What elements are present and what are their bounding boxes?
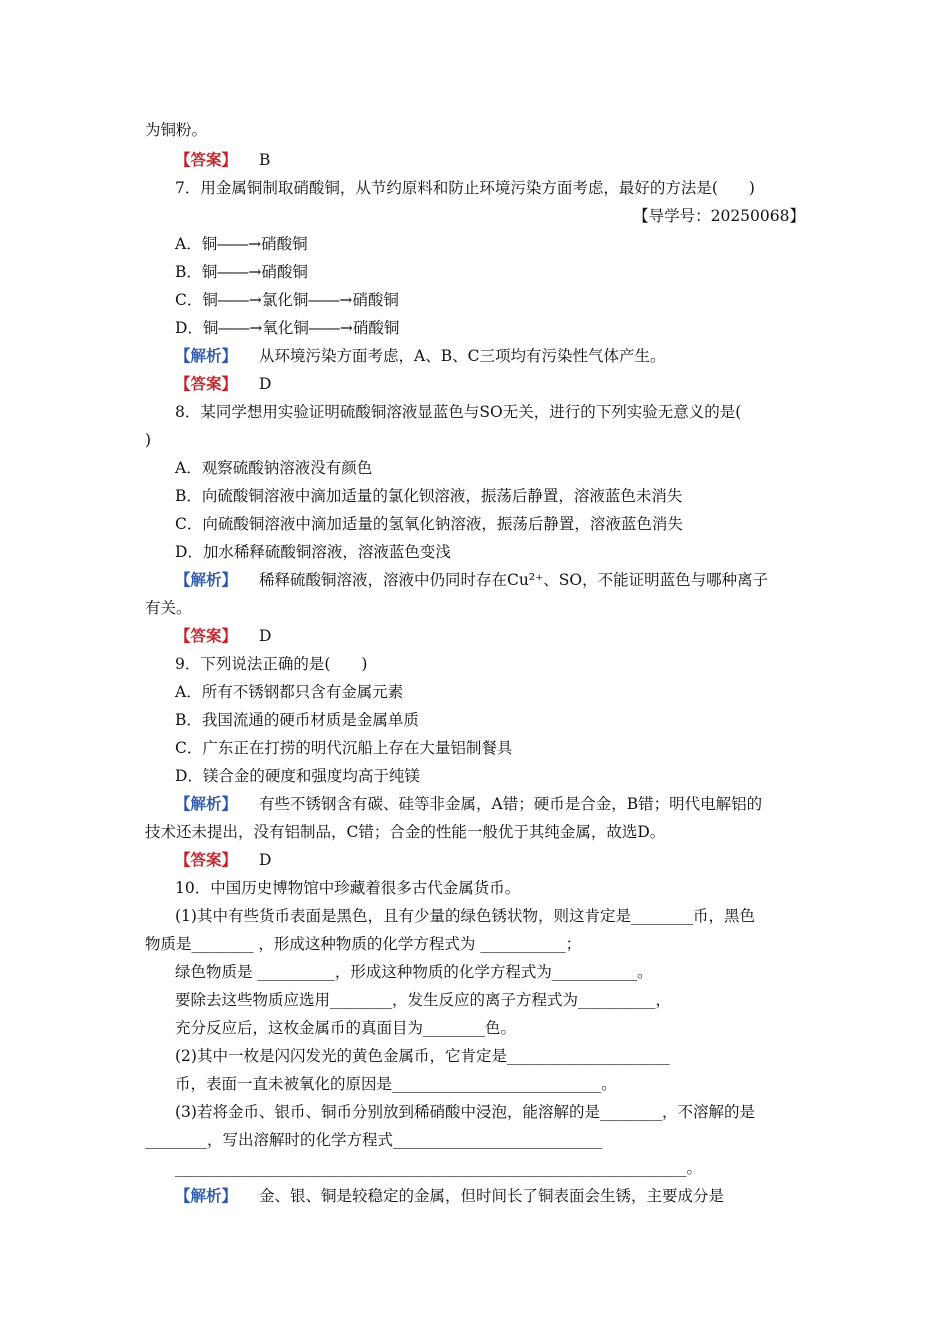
analysis-line	[175, 346, 665, 366]
option-c: C．铜――→氯化铜――→硝酸铜	[175, 291, 399, 309]
text-line: (2)其中一枚是闪闪发光的黄色金属币，它肯定是_____________________	[175, 1047, 670, 1065]
option-d: D．铜――→氧化铜――→硝酸铜	[175, 319, 400, 337]
question-8: 8．某同学想用实验证明硫酸铜溶液显蓝色与SO无关，进行的下列实验无意义的是(	[175, 403, 742, 421]
option-a: A．观察硫酸钠溶液没有颜色	[175, 459, 373, 477]
text-line: 绿色物质是 __________，形成这种物质的化学方程式为___________。	[175, 963, 653, 981]
option-b: B．向硫酸铜溶液中滴加适量的氯化钡溶液，振荡后静置，溶液蓝色未消失	[175, 487, 683, 505]
option-b: B．我国流通的硬币材质是金属单质	[175, 711, 419, 729]
analysis-text: 从环境污染方面考虑，A、B、C三项均有污染性气体产生。	[259, 347, 666, 365]
answer-line	[175, 374, 271, 394]
answer-label: 【答案】	[175, 150, 238, 169]
analysis-line	[175, 794, 762, 814]
analysis-text: 稀释硫酸铜溶液，溶液中仍同时存在Cu²⁺、SO，不能证明蓝色与哪种离子	[259, 571, 769, 589]
option-d: D．镁合金的硬度和强度均高于纯镁	[175, 767, 420, 785]
question-9: 9．下列说法正确的是( )	[175, 655, 368, 673]
option-b: B．铜――→硝酸铜	[175, 263, 308, 281]
text-line: 技术还未提出，没有铝制品，C错；合金的性能一般优于其纯金属，故选D。	[145, 823, 666, 841]
answer-label: 【答案】	[175, 850, 238, 869]
option-a: A．铜――→硝酸铜	[175, 235, 308, 253]
answer-line	[175, 850, 271, 870]
text-line: 要除去这些物质应选用________，发生反应的离子方程式为__________，	[175, 991, 672, 1009]
option-a: A．所有不锈钢都只含有金属元素	[175, 683, 404, 701]
question-10: 10．中国历史博物馆中珍藏着很多古代金属货币。	[175, 879, 521, 897]
option-c: C．向硫酸铜溶液中滴加适量的氢氧化钠溶液，振荡后静置，溶液蓝色消失	[175, 515, 683, 533]
analysis-text: 有些不锈钢含有碳、硅等非金属，A错；硬币是合金，B错；明代电解铝的	[259, 795, 763, 813]
option-d: D．加水稀释硫酸铜溶液，溶液蓝色变浅	[175, 543, 451, 561]
guide-number: 【导学号：20250068】	[633, 207, 805, 225]
analysis-label: 【解析】	[175, 1186, 238, 1205]
analysis-label: 【解析】	[175, 346, 238, 365]
text-line: 为铜粉。	[145, 121, 208, 139]
answer-line	[175, 150, 270, 170]
answer-label: 【答案】	[175, 374, 238, 393]
question-7: 7．用金属铜制取硝酸铜，从节约原料和防止环境污染方面考虑，最好的方法是( )	[175, 179, 755, 197]
option-c: C．广东正在打捞的明代沉船上存在大量铝制餐具	[175, 739, 513, 757]
text-line: 币，表面一直未被氧化的原因是___________________________。	[175, 1075, 617, 1093]
answer-label: 【答案】	[175, 626, 238, 645]
analysis-line	[175, 1186, 724, 1206]
text-line: __________________________________________________________________。	[175, 1159, 703, 1177]
text-line: 充分反应后，这枚金属币的真面目为________色。	[175, 1019, 517, 1037]
answer-value: D	[259, 627, 272, 645]
text-line: 物质是________ ，形成这种物质的化学方程式为 ___________；	[145, 935, 582, 953]
text-line: (1)其中有些货币表面是黑色，且有少量的绿色锈状物，则这肯定是________币，黑色	[175, 907, 755, 925]
analysis-line	[175, 570, 768, 590]
text-line: 有关。	[145, 599, 192, 617]
text-line: ________，写出溶解时的化学方程式___________________________	[145, 1131, 603, 1149]
answer-value: D	[259, 375, 272, 393]
text-line: (3)若将金币、银币、铜币分别放到稀硝酸中浸泡，能溶解的是________，不溶解的是	[175, 1103, 755, 1121]
answer-value: B	[259, 151, 271, 169]
analysis-label: 【解析】	[175, 794, 238, 813]
analysis-text: 金、银、铜是较稳定的金属，但时间长了铜表面会生锈，主要成分是	[259, 1187, 725, 1205]
analysis-label: 【解析】	[175, 570, 238, 589]
answer-line	[175, 626, 271, 646]
text-line: )	[145, 431, 152, 449]
answer-value: D	[259, 851, 272, 869]
